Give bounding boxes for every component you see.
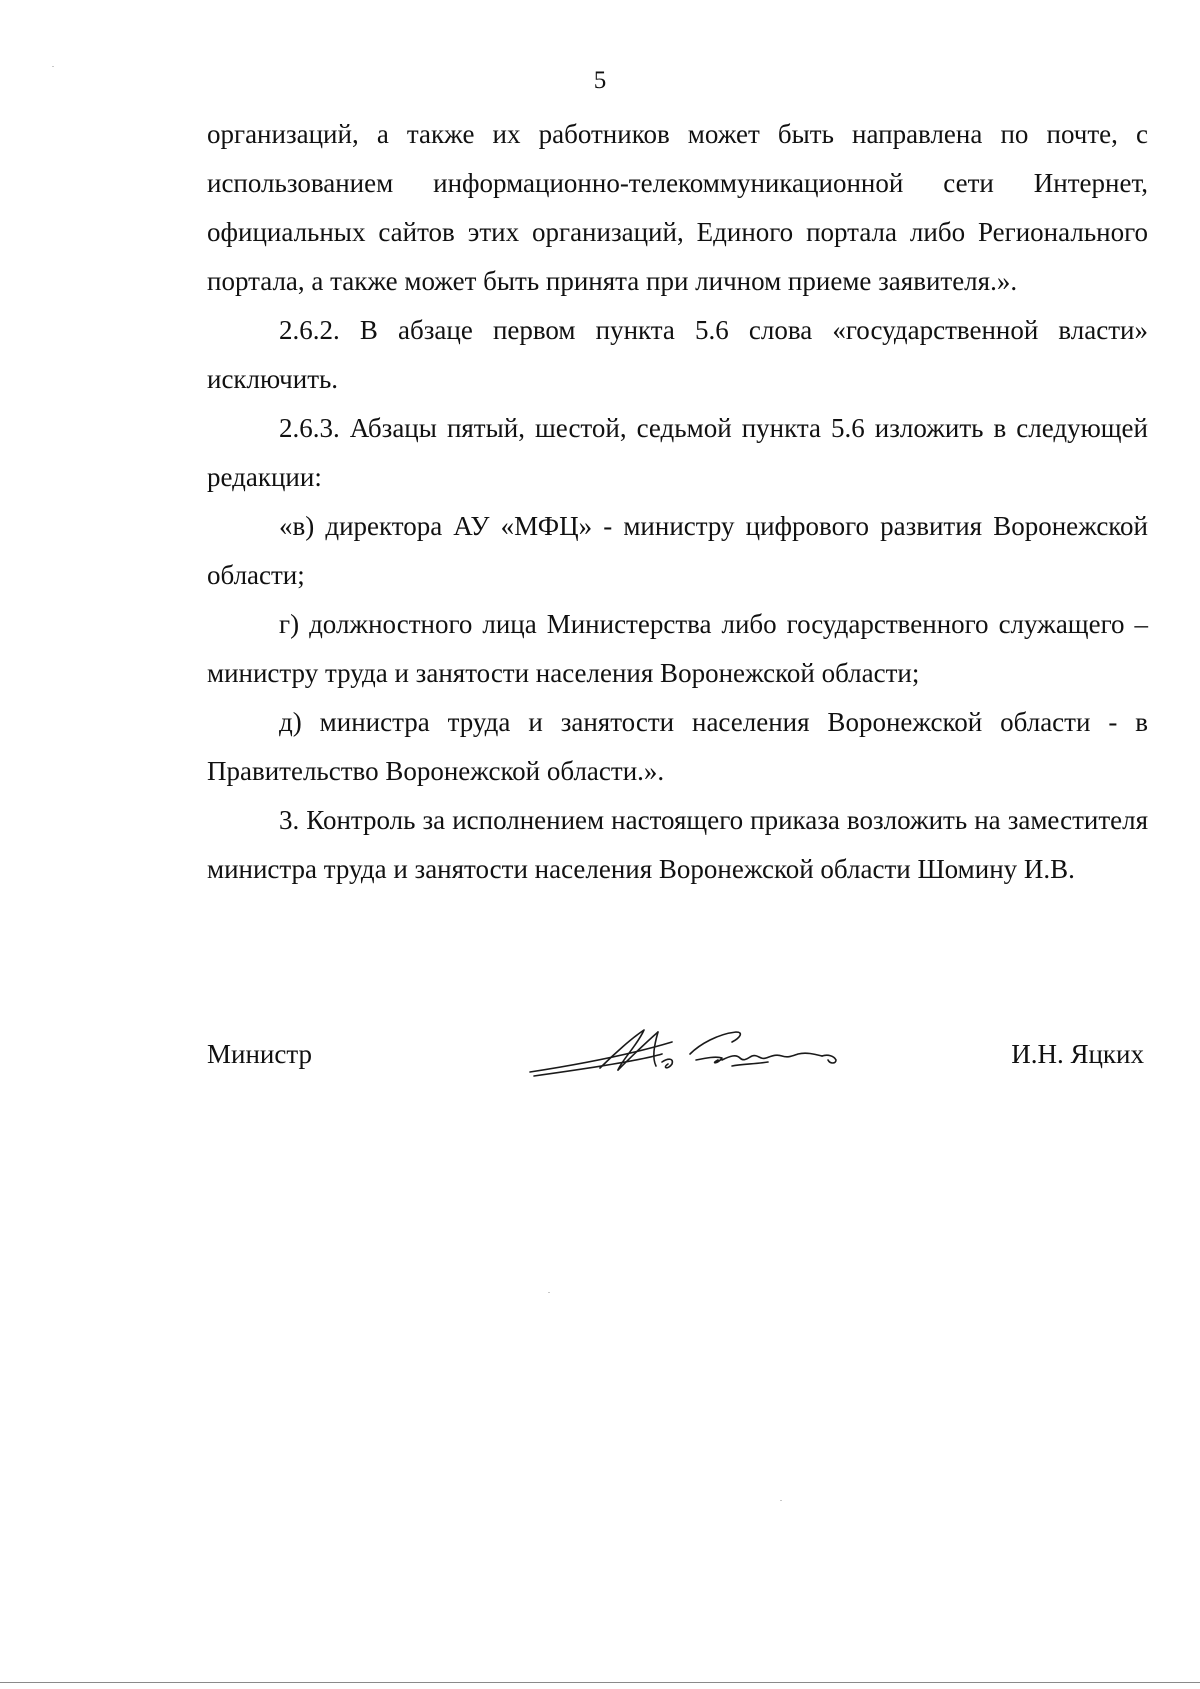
paragraph-continuation: организаций, а также их работников может быть направлена по почте, с использованием информационно-телекоммуникационной сети Интернет, официальных сайтов этих организаций, Единого портала либо Регионального портала, а также может быть принята при личном приеме заявителя.».	[207, 119, 1148, 296]
signatory-name: И.Н. Яцких	[1011, 1039, 1144, 1069]
document-body	[207, 110, 1148, 894]
page-bottom-edge	[0, 1682, 1200, 1683]
signature-block	[207, 1030, 1148, 1090]
signatory-title: Министр	[207, 1039, 312, 1069]
paragraph-2-6-3: 2.6.3. Абзацы пятый, шестой, седьмой пункта 5.6 изложить в следующей редакции:	[207, 413, 1148, 492]
scan-speck	[780, 1500, 782, 1501]
paragraph-2-6-2: 2.6.2. В абзаце первом пункта 5.6 слова «государственной власти» исключить.	[207, 315, 1148, 394]
handwritten-signature	[522, 1024, 882, 1084]
paragraph-item-v: «в) директора АУ «МФЦ» - министру цифрового развития Воронежской области;	[207, 511, 1148, 590]
paragraph-item-g: г) должностного лица Министерства либо государственного служащего – министру труда и занятости населения Воронежской области;	[207, 609, 1148, 688]
paragraph-item-d: д) министра труда и занятости населения Воронежской области - в Правительство Воронежской области.».	[207, 707, 1148, 786]
scan-speck	[548, 1292, 550, 1293]
paragraph-3-control: 3. Контроль за исполнением настоящего приказа возложить на заместителя министра труда и занятости населения Воронежской области Шомину И.В.	[207, 805, 1148, 884]
page-number: 5	[593, 67, 607, 94]
scan-speck	[52, 66, 54, 67]
